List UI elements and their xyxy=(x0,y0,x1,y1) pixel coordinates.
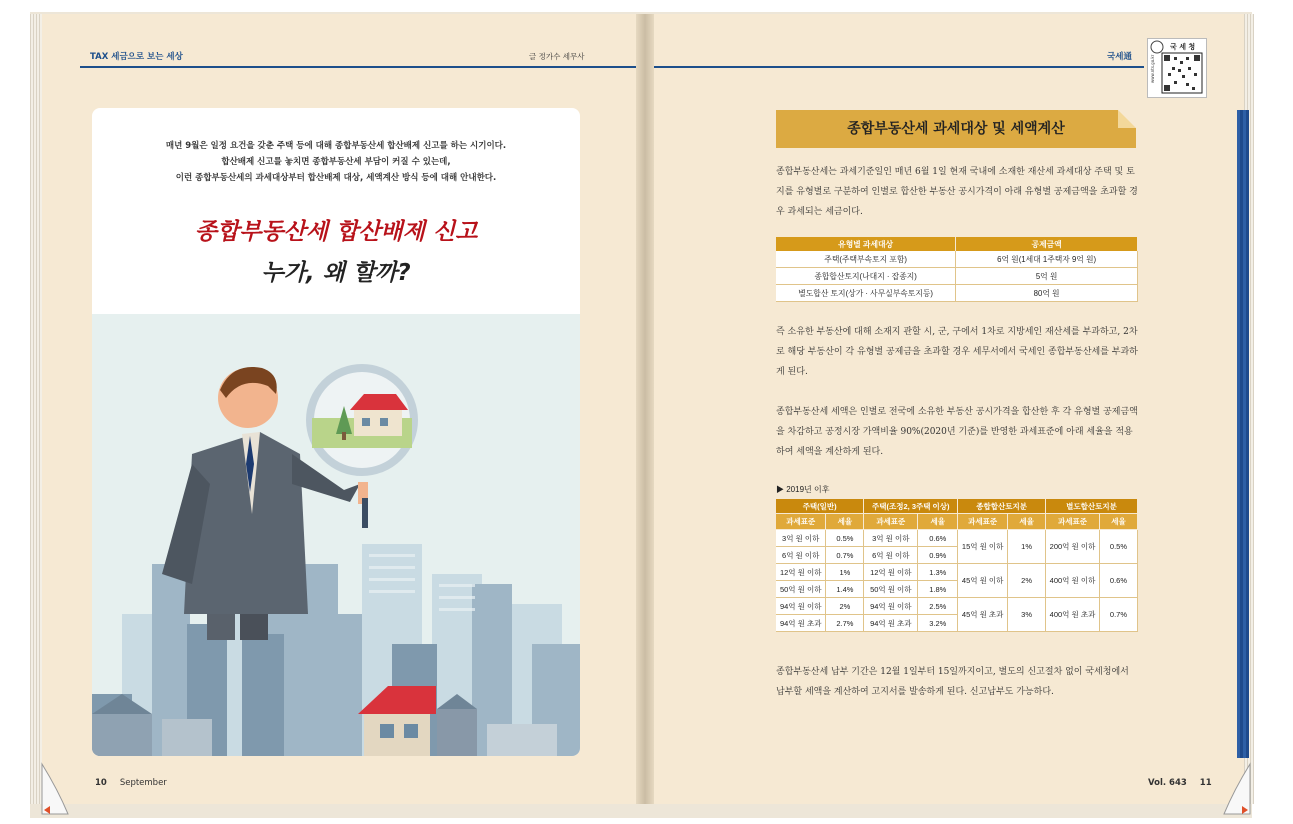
left-header-rule xyxy=(80,66,636,68)
month-label: September xyxy=(119,778,167,788)
table2-cell: 3억 원 이하 xyxy=(776,530,826,547)
table2-cell: 1% xyxy=(1008,530,1046,564)
left-footer xyxy=(95,778,167,788)
table2-sub-header: 과세표준 xyxy=(864,514,918,530)
table2-cell: 1.3% xyxy=(918,564,958,581)
table2-sub-header: 세율 xyxy=(918,514,958,530)
book-gutter xyxy=(636,14,654,804)
right-page-number: 11 xyxy=(1199,778,1212,788)
table1-header: 공제금액 xyxy=(956,237,1138,251)
section-title: 종합부동산세 과세대상 및 세액계산 xyxy=(776,110,1136,148)
table2-cell: 1.4% xyxy=(826,581,864,598)
table2-cell: 0.5% xyxy=(1099,530,1137,564)
left-page-number: 10 xyxy=(95,778,107,788)
table2-sub-header: 세율 xyxy=(1099,514,1137,530)
table2-cell: 12억 원 이하 xyxy=(776,564,826,581)
right-edge-stripe xyxy=(1237,110,1249,758)
article-title-line1: 종합부동산세 합산배제 신고 xyxy=(194,219,478,245)
table2-cell: 2.5% xyxy=(918,598,958,615)
table2-cell: 2% xyxy=(1008,564,1046,598)
table1-cell: 별도합산 토지(상가 · 사무실부속토지등) xyxy=(776,285,956,302)
table2-cell: 0.9% xyxy=(918,547,958,564)
table2-cell: 2.7% xyxy=(826,615,864,632)
article-title-line2: 누가, 왜 할까? xyxy=(261,260,411,286)
page-curl-right-icon[interactable] xyxy=(1218,760,1254,818)
left-header-author: 글 정가수 세무사 xyxy=(529,52,585,61)
qr-code[interactable] xyxy=(1147,38,1207,98)
table-row xyxy=(776,598,1138,615)
table2-sub-header: 과세표준 xyxy=(776,514,826,530)
table2-sub-header: 과세표준 xyxy=(958,514,1008,530)
qr-label: 국 세 청 xyxy=(1170,43,1196,51)
table2-cell: 94억 원 초과 xyxy=(864,615,918,632)
right-header-section: 국세通 xyxy=(1107,52,1132,62)
paragraph-4: 종합부동산세 납부 기간은 12월 1일부터 15일까지이고, 별도의 신고절차 없이 국세청에서 납부할 세액을 계산하여 고지서를 발송하게 된다. 신고납부도 가능하다. xyxy=(776,667,1129,697)
page-edges-left xyxy=(30,14,42,804)
illustration-businessman-magnifier xyxy=(92,314,580,756)
table2-cell: 94억 원 이하 xyxy=(864,598,918,615)
table2-cell: 0.6% xyxy=(918,530,958,547)
table2-cell: 3.2% xyxy=(918,615,958,632)
table2-cell: 3억 원 이하 xyxy=(864,530,918,547)
table2-label: ▶ 2019년 이후 xyxy=(776,485,830,494)
table2-cell: 1% xyxy=(826,564,864,581)
intro-line: 이런 종합부동산세의 과세대상부터 합산배제 대상, 세액계산 방식 등에 대해 안내한다. xyxy=(175,173,497,183)
cover-card xyxy=(92,108,580,756)
table1-header: 유형별 과세대상 xyxy=(776,237,956,251)
qr-pattern-icon xyxy=(1148,39,1206,97)
table2-cell: 12억 원 이하 xyxy=(864,564,918,581)
tax-rate-table xyxy=(776,499,1138,632)
table1-cell: 주택(주택부속토지 포함) xyxy=(776,251,956,268)
table2-sub-header: 과세표준 xyxy=(1046,514,1100,530)
table2-cell: 6억 원 이하 xyxy=(776,547,826,564)
table2-cell: 15억 원 이하 xyxy=(958,530,1008,564)
table2-cell: 2% xyxy=(826,598,864,615)
table2-group-header: 주택(일반) xyxy=(776,499,864,514)
section-title-fold xyxy=(1118,110,1136,128)
deduction-table xyxy=(776,237,1138,302)
table2-cell: 0.5% xyxy=(826,530,864,547)
table-row xyxy=(776,285,1138,302)
table-row xyxy=(776,268,1138,285)
table2-cell: 0.7% xyxy=(1099,598,1137,632)
table1-cell: 80억 원 xyxy=(956,285,1138,302)
table-row xyxy=(776,530,1138,547)
table2-cell: 400억 원 초과 xyxy=(1046,598,1100,632)
right-header-rule xyxy=(654,66,1144,68)
table2-sub-header: 세율 xyxy=(1008,514,1046,530)
page-curl-left-icon[interactable] xyxy=(38,760,74,818)
table2-cell: 45억 원 이하 xyxy=(958,564,1008,598)
table2-cell: 50억 원 이하 xyxy=(864,581,918,598)
table2-cell: 94억 원 이하 xyxy=(776,598,826,615)
table2-group-header: 별도합산토지분 xyxy=(1046,499,1138,514)
table2-cell: 0.6% xyxy=(1099,564,1137,598)
table2-group-header: 종합합산토지분 xyxy=(958,499,1046,514)
illustration-svg xyxy=(92,314,580,756)
right-footer xyxy=(1148,778,1212,788)
table2-cell: 0.7% xyxy=(826,547,864,564)
table2-cell: 45억 원 초과 xyxy=(958,598,1008,632)
table2-cell: 1.8% xyxy=(918,581,958,598)
paragraph-3: 종합부동산세 세액은 인별로 전국에 소유한 부동산 공시가격을 합산한 후 각 유형별 공제금액을 차감하고 공정시장 가액비율 90%(2020년 기준)를 반영한 과세표준에 아래 세율을 적용하여 세액을 계산하게 된다. xyxy=(776,407,1138,457)
table2-cell: 94억 원 초과 xyxy=(776,615,826,632)
paragraph-2: 즉 소유한 부동산에 대해 소재지 관할 시, 군, 구에서 1차로 지방세인 재산세를 부과하고, 2차로 해당 부동산이 각 유형별 공제금을 초과할 경우 세무서에서 국세인 종합부동산세를 부과하게 된다. xyxy=(776,327,1138,377)
table2-group-header: 주택(조정2, 3주택 이상) xyxy=(864,499,958,514)
intro-line: 합산배제 신고를 놓치면 종합부동산세 부담이 커질 수 있는데, xyxy=(221,157,451,167)
table2-sub-header: 세율 xyxy=(826,514,864,530)
table-row xyxy=(776,251,1138,268)
left-header-section: TAX 세금으로 보는 세상 xyxy=(90,52,183,62)
qr-url: www.nts.go.kr xyxy=(1150,54,1155,83)
table1-cell: 5억 원 xyxy=(956,268,1138,285)
table2-cell: 50억 원 이하 xyxy=(776,581,826,598)
intro-text xyxy=(92,138,580,186)
paragraph-1: 종합부동산세는 과세기준일인 매년 6월 1일 현재 국내에 소재한 재산세 과세대상 주택 및 토지를 유형별로 구분하여 인별로 합산한 부동산 공시가격이 아래 유형별 공제금액을 초과할 경우 과세되는 세금이다. xyxy=(776,167,1138,217)
intro-line: 매년 9월은 일정 요건을 갖춘 주택 등에 대해 종합부동산세 합산배제 신고를 하는 시기이다. xyxy=(165,141,507,151)
table2-cell: 3% xyxy=(1008,598,1046,632)
table2-cell: 400억 원 이하 xyxy=(1046,564,1100,598)
table2-cell: 6억 원 이하 xyxy=(864,547,918,564)
table-row xyxy=(776,564,1138,581)
table1-cell: 종합합산토지(나대지 · 잡종지) xyxy=(776,268,956,285)
table1-cell: 6억 원(1세대 1주택자 9억 원) xyxy=(956,251,1138,268)
table2-cell: 200억 원 이하 xyxy=(1046,530,1100,564)
volume-label: Vol. 643 xyxy=(1148,778,1187,788)
